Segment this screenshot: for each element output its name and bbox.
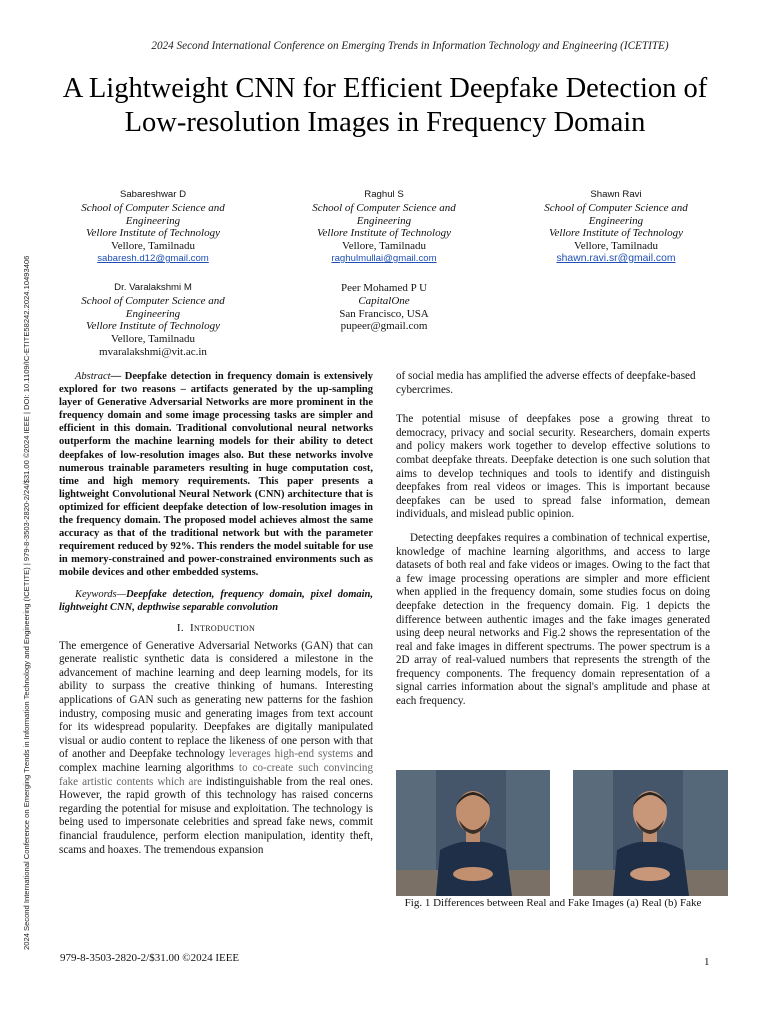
paragraph-threats: The potential misuse of deepfakes pose a growing threat to democracy, privacy and social security. Researchers, domain experts and policy makers work together to develop effective solutions to combat deepfake threats. Deepfake detection is one such solution that aims to develop techniques and tools to identify and distinguish deepfakes from real videos or images. This is important because deepfakes can be used to spread false information, demean individuals, and mislead public opinion. [396, 413, 710, 521]
keywords [59, 588, 373, 614]
author-name: Raghul S [364, 189, 404, 200]
author-name: Peer Mohamed P U [340, 282, 428, 294]
author-name: Shawn Ravi [590, 189, 642, 200]
abstract-text: Deepfake detection in frequency domain is extensively explored for two reasons – artifacts generated by the up-sampling layer of Generative Adversarial Networks are more prominent in the frequency domain and some image processing tasks are simpler and efficient in this domain. Traditional convolutional neural networks outperform the machine learning models for their ability to detect deepfakes of low-resolution images also. But these networks involve numerous trainable parameters resulting in huge computation cost, time and high memory requirements. This paper presents a lightweight Convolutional Neural Network (CNN) architecture that is optimized for efficient deepfake detection of low-resolution images in the frequency domain. The proposed model achieves almost the same accuracy as that of the traditional network but with the parameter requirement reduced by 92%. This renders the model suitable for use in memory-constrained and power-constrained environments such as mobile devices and other embedded systems. [59, 371, 373, 579]
author-2 [284, 189, 484, 266]
author-email-link[interactable]: shawn.ravi.sr@gmail.com [556, 252, 676, 264]
abstract-label: Abstract [75, 371, 111, 382]
author-institution: Vellore Institute of Technology [86, 320, 220, 333]
author-email: pupeer@gmail.com [340, 320, 428, 333]
author-name: Dr. Varalakshmi M [114, 282, 192, 293]
author-institution: Vellore Institute of Technology [86, 227, 220, 240]
author-5 [284, 282, 484, 333]
section-heading-introduction: I. Introduction [176, 621, 256, 634]
author-location: San Francisco, USA [339, 307, 429, 320]
abstract-dash: — [110, 371, 122, 382]
paragraph-detection: Detecting deepfakes requires a combination of technical expertise, knowledge of machine learning algorithms, and access to large datasets of both real and fake videos or images. Owing to the fact that a few image processing operations are simpler and more efficient when applied in the frequency domain, some studies focus on doing deepfake detection in the frequency domain. Fig. 1 depicts the difference between authentic images and the fake images generated using deep neural networks and Fig.2 shows the representation of the real and fake images in different spectrums. The power spectrum is a 2D array of real-valued numbers that represents the strength of the frequency components. The frequency domain representation of a signal carries information about the signal's amplitude and phase at each frequency. [396, 531, 710, 708]
author-location: Vellore, Tamilnadu [111, 240, 195, 253]
paragraph-continuation: of social media has amplified the adverse effects of deepfake-based cybercrimes. [396, 370, 696, 396]
author-location: Vellore, Tamilnadu [574, 240, 658, 253]
figure-caption: Fig. 1 Differences between Real and Fake Images (a) Real (b) Fake [404, 897, 702, 909]
author-location: Vellore, Tamilnadu [111, 333, 195, 346]
author-dept: School of Computer Science and Engineering [81, 294, 225, 320]
paper-title: A Lightweight CNN for Efficient Deepfake Detection of Low-resolution Images in Frequency Domain [62, 73, 708, 138]
figure-fake-image [573, 770, 728, 896]
figure-real-image [396, 770, 550, 896]
real-portrait-illustration [396, 770, 550, 896]
right-column [396, 370, 710, 719]
footer-price-line: 979-8-3503-2820-2/$31.00 ©2024 IEEE [60, 952, 240, 964]
author-institution: Vellore Institute of Technology [317, 227, 451, 240]
left-column [59, 370, 373, 867]
author-name: Sabareshwar D [119, 189, 187, 200]
author-email: mvaralakshmi@vit.ac.in [99, 345, 207, 358]
author-institution: Vellore Institute of Technology [549, 227, 683, 240]
author-4 [53, 282, 253, 359]
author-1 [53, 189, 253, 266]
author-email-link[interactable]: raghulmullai@gmail.com [331, 252, 437, 264]
author-email-link[interactable]: sabaresh.d12@gmail.com [97, 252, 209, 264]
fake-portrait-illustration [573, 770, 728, 896]
page-number: 1 [704, 956, 710, 968]
abstract [59, 370, 373, 580]
conference-header: 2024 Second International Conference on Emerging Trends in Information Technology and Engineering (ICETITE) [151, 40, 669, 52]
keywords-label: Keywords— [75, 588, 126, 600]
author-3 [516, 189, 716, 266]
author-institution: CapitalOne [358, 294, 410, 307]
intro-paragraph: The emergence of Generative Adversarial Networks (GAN) that can generate realistic synthetic data is considered a milestone in the advancement of machine learning and deep learning models, for its ability to surpass the creative thinking of humans. Interesting applications of GAN such as generating new patterns for the fashion industry, composing music and generating images from text account for its widespread popularity. Deepfakes are digitally manipulated visual or audio content to replace the likeness of one person with that of another and Deepfake technology leverages high-end systems and complex machine learning algorithms to co-create such convincing fake artistic contents which are indistinguishable from the real ones. However, the rapid growth of this technology has raised concerns regarding the potential for misuse and exploitation. The technology is being used to impersonate celebrities and spread fake news, commit financial fraudulence, perform election manipulation, identity theft, scams and hoaxes. The tremendous expansion [59, 639, 374, 856]
author-dept: School of Computer Science and Engineering [81, 201, 225, 227]
author-location: Vellore, Tamilnadu [342, 240, 426, 253]
author-dept: School of Computer Science and Engineering [544, 201, 688, 227]
keywords-text: Deepfake detection, frequency domain, pixel domain, lightweight CNN, depthwise separable convolution [59, 588, 373, 613]
side-doi-text: 2024 Second International Conference on Emerging Trends in Information Technology and Engineering (ICETITE) | 979-8-3503-2820-2/24/$31.00 ©2024 IEEE | DOI: 10.1109/IC-ETITE58242.2024.10493406 [22, 255, 31, 950]
author-dept: School of Computer Science and Engineering [312, 201, 456, 227]
